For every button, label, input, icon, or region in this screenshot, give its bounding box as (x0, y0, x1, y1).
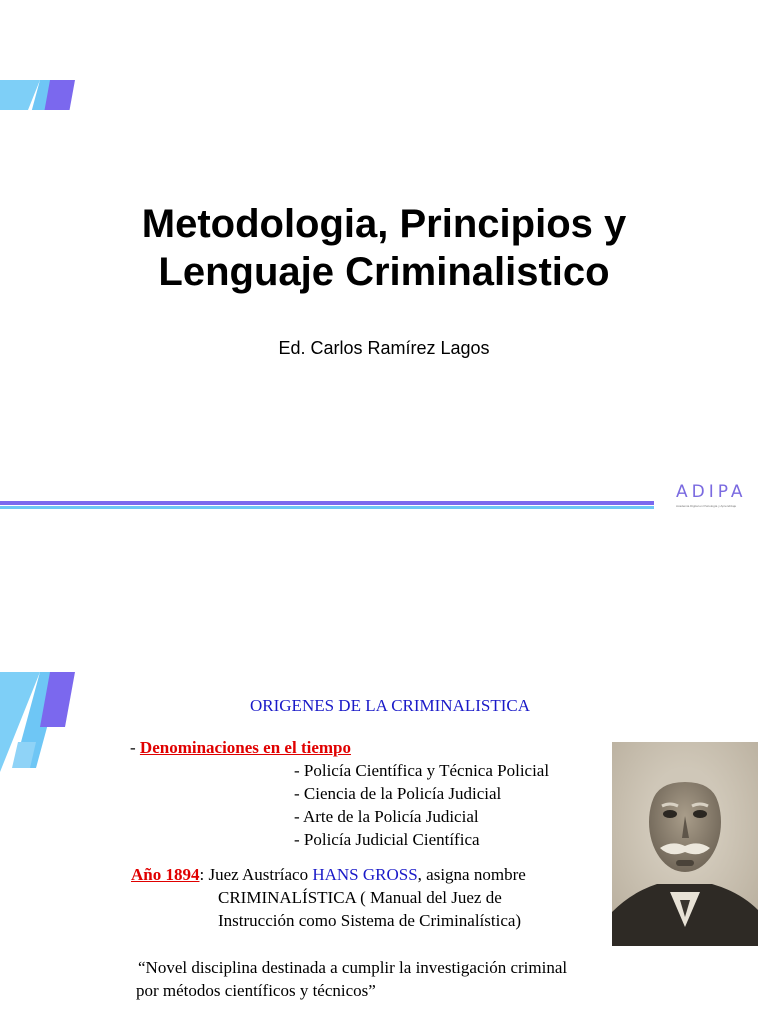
presentation-title (0, 200, 768, 296)
denominations-prefix: - (130, 738, 140, 757)
logo-text: ADIPA (676, 482, 747, 502)
year-line-2: CRIMINALÍSTICA ( Manual del Juez de (218, 888, 502, 907)
denominations-label: Denominaciones en el tiempo (139, 738, 351, 757)
author-name: Ed. Carlos Ramírez Lagos (278, 338, 490, 358)
decorative-stripes-icon (0, 0, 80, 110)
year-1894-line (131, 865, 526, 885)
origins-slide (0, 512, 768, 1024)
list-item: - Arte de la Policía Judicial (294, 807, 479, 826)
slide-title: ORIGENES DE LA CRIMINALISTICA (250, 696, 531, 715)
year-rest: , asigna nombre (417, 865, 526, 884)
list-item: - Ciencia de la Policía Judicial (294, 784, 502, 803)
hans-gross-portrait (612, 742, 758, 946)
footer-bar (0, 500, 654, 510)
logo-subtitle: Academia Digital en Psicología y Aprendizaje (676, 504, 737, 508)
quote-line-1: “Novel disciplina destinada a cumplir la investigación criminal (138, 958, 568, 977)
portrait-image (612, 742, 758, 946)
denominations-heading (130, 738, 351, 758)
list-item: - Policía Judicial Científica (294, 830, 480, 849)
year-label: Año 1894 (131, 865, 200, 884)
year-separator: : Juez Austríaco (199, 865, 313, 884)
title-line-2: Lenguaje Criminalistico (158, 250, 610, 294)
person-name: HANS GROSS (312, 865, 418, 884)
quote-line-2: por métodos científicos y técnicos” (136, 981, 376, 1000)
adipa-logo (676, 482, 756, 512)
list-item: - Policía Científica y Técnica Policial (294, 761, 550, 780)
decorative-stripes-icon (0, 672, 80, 782)
title-line-1: Metodologia, Principios y (141, 202, 627, 246)
year-line-3: Instrucción como Sistema de Criminalística) (218, 911, 522, 930)
